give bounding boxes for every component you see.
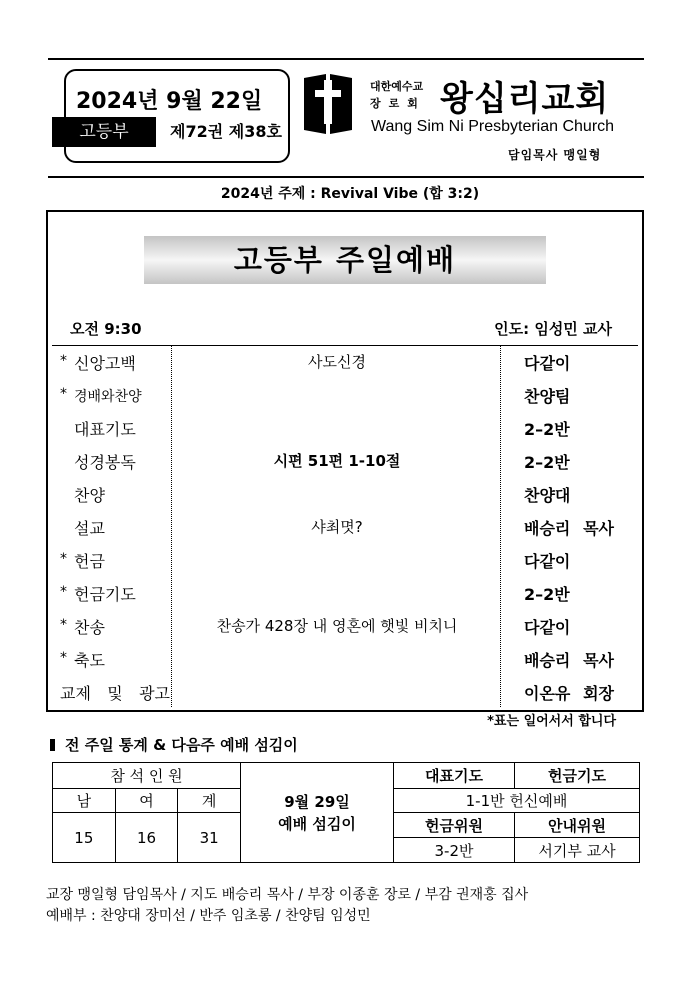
order-row	[52, 511, 638, 544]
order-item: 헌금기도	[74, 585, 136, 604]
bulletin-date: 2024년 9월 22일	[76, 89, 263, 114]
order-row	[52, 412, 638, 445]
stats-heading	[50, 734, 298, 755]
order-person: 이온유 회장	[524, 684, 614, 703]
order-row	[52, 445, 638, 478]
square-bullet-icon	[50, 739, 55, 751]
next-label: 예배 섬김이	[278, 814, 356, 833]
role-value: 서기부 교사	[515, 838, 640, 863]
order-person: 다같이	[524, 354, 571, 373]
standing-mark: *	[60, 584, 67, 600]
order-item: 헌금	[74, 552, 105, 571]
order-item: 설교	[74, 519, 105, 538]
order-item: 성경봉독	[74, 453, 136, 472]
standing-mark: *	[60, 386, 67, 402]
order-item: 찬양	[74, 486, 105, 505]
stat-col-total: 계	[178, 789, 241, 813]
worship-team-credits: 예배부 : 찬양대 장미선 / 반주 임초롱 / 찬양팀 임성민	[46, 908, 371, 924]
order-person: 찬양대	[524, 486, 571, 505]
order-content: 시편 51편 1-10절	[273, 452, 401, 470]
service-time: 오전 9:30	[70, 320, 142, 338]
role-value: 3-2반	[394, 838, 515, 863]
role-label: 안내위원	[515, 813, 640, 838]
order-row	[52, 478, 638, 511]
order-person: 2–2반	[524, 420, 570, 439]
department-label: 고등부	[52, 117, 156, 147]
order-person: 배승리 목사	[524, 651, 614, 670]
church-name-english: Wang Sim Ni Presbyterian Church	[371, 118, 615, 135]
denomination-line2: 장로회	[370, 97, 426, 110]
header-bottom-rule	[48, 176, 644, 178]
attendance-header: 참 석 인 원	[53, 763, 241, 789]
order-content: 찬송가 428장 내 영혼에 햇빛 비치니	[216, 617, 458, 635]
order-item: 대표기도	[74, 420, 136, 439]
order-row	[52, 610, 638, 643]
church-name-korean: 왕십리교회	[440, 79, 610, 119]
order-row	[52, 676, 638, 709]
order-person: 다같이	[524, 618, 571, 637]
senior-pastor: 담임목사 맹일형	[508, 148, 602, 162]
standing-mark: *	[60, 353, 67, 369]
order-item: 경배와찬양	[74, 389, 142, 405]
stat-value-male: 15	[53, 813, 116, 863]
year-theme: 2024년 주제 : Revival Vibe (합 3:2)	[220, 186, 480, 202]
stat-value-total: 31	[178, 813, 241, 863]
service-leader: 인도: 임성민 교사	[494, 320, 612, 338]
order-content: 샤최몃?	[311, 518, 363, 536]
order-row	[52, 577, 638, 610]
order-row	[52, 379, 638, 412]
order-person: 2–2반	[524, 585, 570, 604]
order-item: 신앙고백	[74, 354, 136, 373]
order-person: 2–2반	[524, 453, 570, 472]
standing-mark: *	[60, 551, 67, 567]
role-label: 대표기도	[394, 763, 515, 789]
standing-mark: *	[60, 650, 67, 666]
standing-note: *표는 일어서서 합니다	[487, 714, 616, 729]
order-item: 교제 및 광고	[60, 684, 170, 703]
stats-heading-text: 전 주일 통계 & 다음주 예배 섬김이	[65, 736, 298, 754]
order-row	[52, 346, 638, 379]
stats-table	[52, 762, 640, 863]
order-row	[52, 544, 638, 577]
next-date: 9월 29일	[284, 792, 350, 811]
standing-mark: *	[60, 617, 67, 633]
role-value: 1-1반 헌신예배	[394, 789, 640, 813]
volume-number: 제72권 제38호	[170, 122, 282, 141]
church-cross-logo-icon	[302, 72, 354, 136]
stat-value-female: 16	[115, 813, 178, 863]
order-person: 찬양팀	[524, 387, 571, 406]
top-rule	[48, 58, 644, 60]
order-content: 사도신경	[308, 353, 366, 371]
order-row	[52, 643, 638, 676]
service-title: 고등부 주일예배	[144, 236, 546, 284]
order-item: 축도	[74, 651, 105, 670]
staff-credits: 교장 맹일형 담임목사 / 지도 배승리 목사 / 부장 이종훈 장로 / 부감 권재홍 집사	[46, 887, 529, 903]
denomination-line1: 대한예수교	[370, 80, 424, 93]
order-item: 찬송	[74, 618, 105, 637]
stat-col-female: 여	[115, 789, 178, 813]
next-week-cell	[241, 763, 394, 863]
role-label: 헌금기도	[515, 763, 640, 789]
stat-col-male: 남	[53, 789, 116, 813]
role-label: 헌금위원	[394, 813, 515, 838]
order-person: 다같이	[524, 552, 571, 571]
order-person: 배승리 목사	[524, 519, 614, 538]
